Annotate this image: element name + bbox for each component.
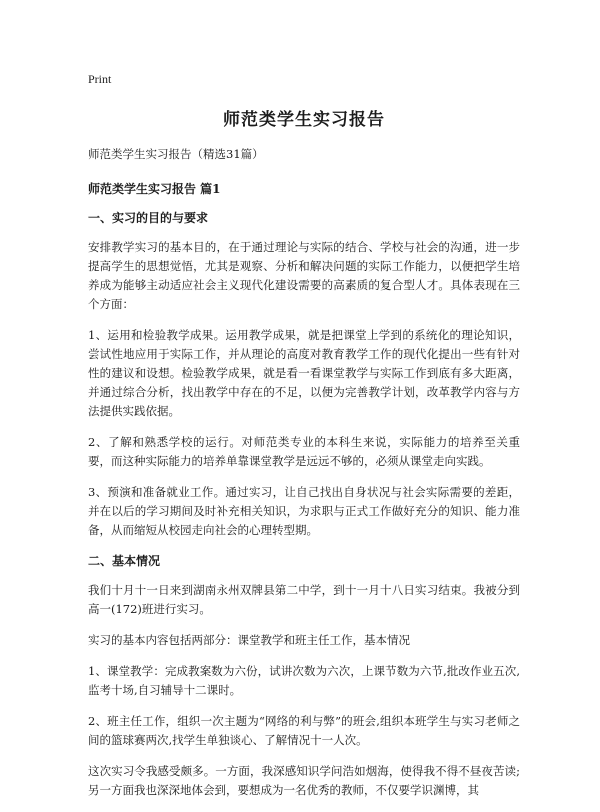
document-page [88, 72, 520, 812]
document-title: 师范类学生实习报告 [223, 110, 385, 130]
section-title: 师范类学生实习报告 篇1 [88, 182, 221, 196]
document-subtitle: 师范类学生实习报告（精选31篇） [88, 147, 264, 161]
paragraph-content-summary: 实习的基本内容包括两部分：课堂教学和班主任工作，基本情况 [88, 633, 410, 647]
paragraph-point-3: 3、预演和准备就业工作。通过实习，让自己找出自身状况与社会实际需要的差距，并在以后的学习期间及时补充相关知识，为求职与正式工作做好充分的知识、能力准备，从而缩短从校园走向社会的心理转型期。 [88, 485, 520, 537]
paragraph-point-1: 1、运用和检验教学成果。运用教学成果，就是把课堂上学到的系统化的理论知识，尝试性地应用于实际工作，并从理论的高度对教育教学工作的现代化提出一些有针对性的建议和设想。检验教学成果，就是看一看课堂教学与实际工作到底有多大距离，并通过综合分析，找出教学中存在的不足，以便为完善教学计划，改革教学内容与方法提供实践依据。 [88, 328, 520, 418]
heading-objectives: 一、实习的目的与要求 [88, 211, 209, 225]
paragraph-reflection: 这次实习令我感受颇多。一方面，我深感知识学问浩如烟海，使得我不得不昼夜苦读;另一方面我也深深地体会到，要想成为一名优秀的教师，不仅要学识渊博，其 [88, 764, 520, 797]
paragraph-point-2: 2、了解和熟悉学校的运行。对师范类专业的本科生来说，实际能力的培养至关重要，而这种实际能力的培养单靠课堂教学是远远不够的，必须从课堂走向实践。 [88, 435, 520, 468]
heading-basic-info: 二、基本情况 [88, 554, 161, 568]
paragraph-class-work: 2、班主任工作，组织一次主题为“网络的利与弊”的班会,组织本班学生与实习老师之间的篮球赛两次,找学生单独谈心、了解情况十一人次。 [88, 714, 520, 747]
paragraph-intro: 安排教学实习的基本目的，在于通过理论与实际的结合、学校与社会的沟通，进一步提高学生的思想觉悟，尤其是观察、分析和解决问题的实际工作能力，以便把学生培养成为能够主动适应社会主义现代化建设需要的高素质的复合型人才。具体表现在三个方面： [88, 240, 520, 311]
print-link[interactable]: Print [88, 72, 112, 86]
paragraph-arrival: 我们十月十一日来到湖南永州双牌县第二中学，到十一月十八日实习结束。我被分到高一(172)班进行实习。 [88, 583, 520, 616]
paragraph-teaching: 1、课堂教学：完成教案数为六份，试讲次数为六次，上课节数为六节,批改作业五次,监考十场,自习辅导十二课时。 [88, 664, 520, 697]
